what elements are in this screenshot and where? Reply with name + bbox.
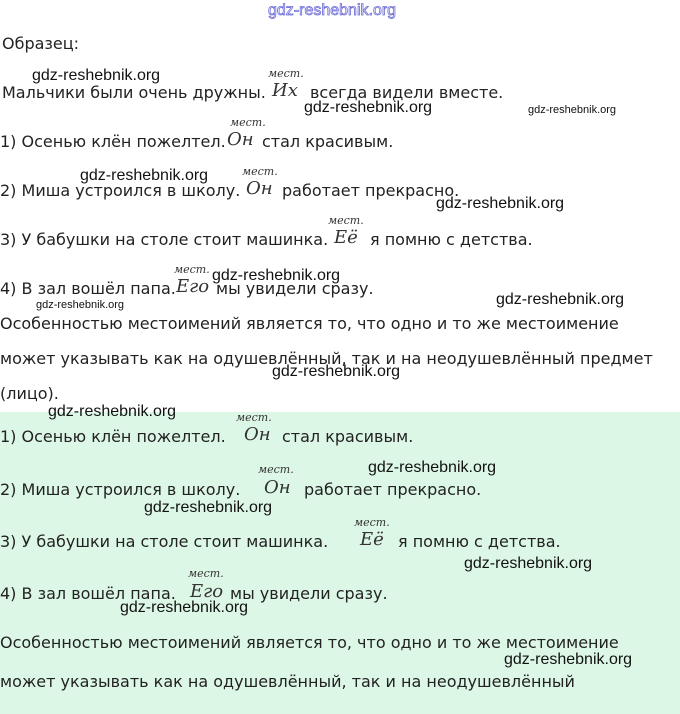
- pronoun-mark: мест.: [242, 165, 278, 178]
- exercise-item-1-rest: стал красивым.: [262, 132, 394, 151]
- watermark: gdz-reshebnik.org: [32, 67, 161, 84]
- answer-item-2-pronoun: Он: [264, 477, 291, 498]
- watermark: gdz-reshebnik.org: [464, 555, 593, 572]
- watermark: gdz-reshebnik.org: [272, 363, 401, 380]
- exercise-item-1-pronoun: Он: [227, 129, 254, 150]
- exercise-item-2-text: 2) Миша устроился в школу.: [0, 181, 241, 200]
- watermark: gdz-reshebnik.org: [436, 195, 565, 212]
- pronoun-mark: мест.: [236, 411, 272, 424]
- sample-sentence: Мальчики были очень дружны.: [2, 83, 266, 102]
- conclusion-line: может указывать как на одушевлённый, так и на неодушевлённый предмет: [0, 349, 653, 368]
- exercise-item-3-pronoun: Её: [334, 227, 358, 248]
- watermark: gdz-reshebnik.org: [528, 104, 617, 116]
- answer-conclusion-line: Особенностью местоимений является то, что одно и то же местоимение: [0, 633, 619, 652]
- exercise-item-3-rest: я помню с детства.: [370, 230, 533, 249]
- pronoun-mark: мест.: [188, 567, 224, 580]
- answer-item-2-rest: работает прекрасно.: [304, 480, 482, 499]
- sample-label: Образец:: [2, 34, 80, 53]
- pronoun-mark: мест.: [328, 214, 364, 227]
- watermark: gdz-reshebnik.org: [304, 99, 433, 116]
- watermark-top: gdz-reshebnik.org: [268, 2, 397, 19]
- pronoun-mark: мест.: [354, 516, 390, 529]
- watermark: gdz-reshebnik.org: [80, 167, 209, 184]
- sample-rest: всегда видели вместе.: [310, 83, 504, 102]
- answer-item-1-text: 1) Осенью клён пожелтел.: [0, 427, 226, 446]
- conclusion-line: (лицо).: [0, 384, 59, 403]
- answer-item-3-text: 3) У бабушки на столе стоит машинка.: [0, 532, 329, 551]
- exercise-item-2-rest: работает прекрасно.: [282, 181, 460, 200]
- watermark: gdz-reshebnik.org: [36, 299, 125, 311]
- answer-item-1-pronoun: Он: [244, 424, 271, 445]
- exercise-item-1-text: 1) Осенью клён пожелтел.: [0, 132, 226, 151]
- watermark: gdz-reshebnik.org: [48, 403, 177, 420]
- sample-pronoun: Их: [272, 80, 298, 101]
- exercise-item-2-pronoun: Он: [246, 178, 273, 199]
- answer-conclusion-line: может указывать как на одушевлённый, так и на неодушевлённый: [0, 672, 575, 691]
- watermark: gdz-reshebnik.org: [368, 459, 497, 476]
- exercise-item-4-pronoun: Его: [176, 276, 210, 297]
- answer-item-4-pronoun: Его: [190, 581, 224, 602]
- watermark: gdz-reshebnik.org: [144, 499, 273, 516]
- watermark: gdz-reshebnik.org: [496, 291, 625, 308]
- pronoun-mark: мест.: [268, 67, 304, 80]
- exercise-item-4-rest: мы увидели сразу.: [216, 279, 374, 298]
- exercise-item-4-text: 4) В зал вошёл папа.: [0, 279, 176, 298]
- answer-item-3-pronoun: Её: [360, 529, 384, 550]
- pronoun-mark: мест.: [258, 463, 294, 476]
- answer-item-3-rest: я помню с детства.: [398, 532, 561, 551]
- conclusion-line: Особенностью местоимений является то, что одно и то же местоимение: [0, 314, 619, 333]
- exercise-item-3-text: 3) У бабушки на столе стоит машинка.: [0, 230, 329, 249]
- answer-item-4-text: 4) В зал вошёл папа.: [0, 584, 176, 603]
- pronoun-mark: мест.: [174, 263, 210, 276]
- watermark: gdz-reshebnik.org: [504, 651, 633, 668]
- answer-item-1-rest: стал красивым.: [282, 427, 414, 446]
- watermark: gdz-reshebnik.org: [120, 599, 249, 616]
- answer-item-4-rest: мы увидели сразу.: [230, 584, 388, 603]
- answer-item-2-text: 2) Миша устроился в школу.: [0, 480, 241, 499]
- watermark: gdz-reshebnik.org: [212, 267, 341, 284]
- pronoun-mark: мест.: [230, 116, 266, 129]
